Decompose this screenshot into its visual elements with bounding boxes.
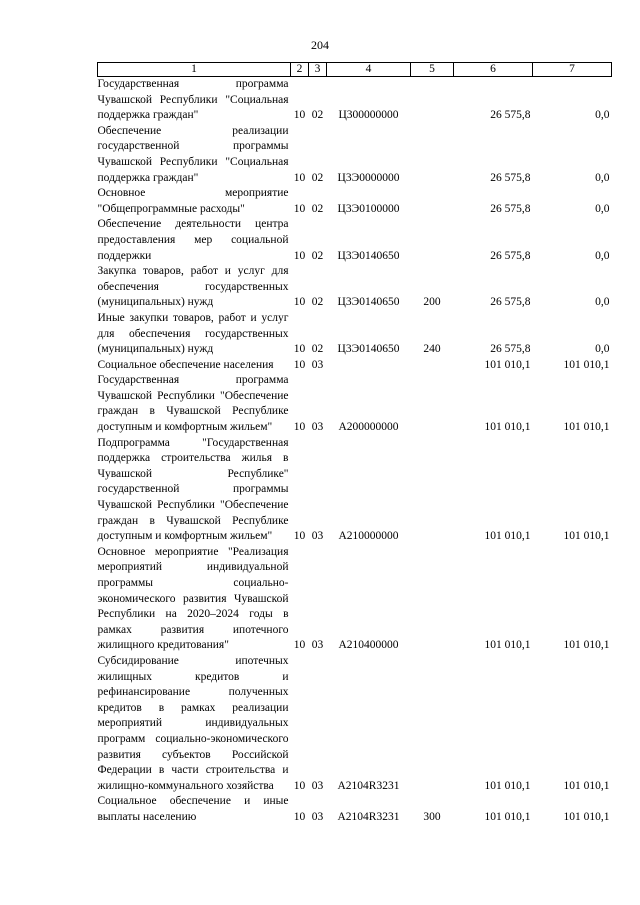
row-expense-type: 300 — [423, 810, 441, 823]
header-row — [98, 63, 612, 77]
row-amount-2: 101 010,1 — [563, 810, 610, 823]
table-row — [98, 124, 612, 186]
col-header-5: 5 — [411, 63, 454, 77]
row-subsection: 02 — [311, 249, 324, 262]
table-row — [98, 436, 612, 545]
row-name-text: Субсидирование ипотечных жилищных кредитов и рефинансирование полученных кредитов в рамках реализации мероприятий индивидуальных программ социально-экономического развития субъектов Российской Федерации в части строительства и жилищно-коммунального хозяйства — [97, 654, 289, 792]
row-expense-type — [411, 217, 454, 264]
table-row — [98, 373, 612, 435]
row-name-text: Государственная программа Чувашской Республики "Обеспечение граждан в Чувашской Республике доступным и комфортным жильем" — [97, 374, 289, 434]
row-amount-2: 101 010,1 — [563, 421, 610, 434]
row-section: 10 — [293, 358, 306, 371]
col-header-1: 1 — [98, 63, 291, 77]
row-target-code: Ц3Э0100000 — [337, 202, 400, 215]
row-target-code: А200000000 — [338, 421, 399, 434]
row-section: 10 — [293, 779, 306, 792]
row-amount-2: 0,0 — [595, 109, 610, 122]
row-section: 10 — [293, 171, 306, 184]
table-row — [98, 311, 612, 358]
row-section: 10 — [293, 249, 306, 262]
row-amount-1: 26 575,8 — [490, 343, 531, 356]
row-amount-1: 26 575,8 — [490, 171, 531, 184]
row-amount-1: 101 010,1 — [484, 810, 531, 823]
row-section: 10 — [293, 810, 306, 823]
row-name-text: Закупка товаров, работ и услуг для обеспечения государственных (муниципальных) нужд — [97, 265, 289, 309]
row-name-text: Основное мероприятие "Общепрограммные расходы" — [97, 187, 289, 215]
row-expense-type — [411, 654, 454, 794]
row-expense-type: 240 — [423, 343, 441, 356]
row-amount-1: 26 575,8 — [490, 296, 531, 309]
row-target-code: Ц3Э0140650 — [337, 296, 400, 309]
row-amount-1: 101 010,1 — [484, 639, 531, 652]
row-amount-2: 0,0 — [595, 202, 610, 215]
row-name-text: Государственная программа Чувашской Республики "Социальная поддержка граждан" — [97, 78, 289, 122]
row-amount-1: 26 575,8 — [490, 109, 531, 122]
row-amount-2: 101 010,1 — [563, 779, 610, 792]
row-name-text: Иные закупки товаров, работ и услуг для обеспечения государственных (муниципальных) нужд — [97, 311, 289, 356]
row-subsection: 02 — [311, 109, 324, 122]
row-expense-type — [411, 545, 454, 654]
col-header-4: 4 — [327, 63, 411, 77]
row-name — [98, 77, 291, 124]
row-target-code: А210400000 — [338, 639, 399, 652]
row-amount-2: 0,0 — [595, 296, 610, 309]
row-amount-2: 101 010,1 — [563, 530, 610, 543]
row-section: 10 — [293, 202, 306, 215]
row-expense-type — [411, 358, 454, 374]
table-row — [98, 794, 612, 825]
row-section: 10 — [293, 343, 306, 356]
table-body — [98, 77, 612, 826]
col-header-2: 2 — [291, 63, 309, 77]
row-name-text: Подпрограмма "Государственная поддержка строительства жилья в Чувашской Республике" государственной программы Чувашской Республики "Обеспечение граждан в Чувашской Республике доступным и комфортным жильем" — [97, 436, 289, 543]
row-section: 10 — [293, 296, 306, 309]
row-name — [98, 436, 291, 545]
row-expense-type — [411, 186, 454, 217]
row-name — [98, 545, 291, 654]
row-subsection: 03 — [311, 810, 324, 823]
row-section: 10 — [293, 421, 306, 434]
table-row — [98, 217, 612, 264]
row-amount-2: 101 010,1 — [563, 358, 610, 371]
row-amount-1: 101 010,1 — [484, 530, 531, 543]
budget-table — [97, 62, 612, 826]
row-subsection: 03 — [311, 421, 324, 434]
row-name-text: Обеспечение деятельности центра предоставления мер социальной поддержки — [97, 218, 289, 262]
page-number: 204 — [311, 38, 329, 52]
table-row — [98, 77, 612, 124]
row-expense-type — [411, 77, 454, 124]
row-amount-2: 0,0 — [595, 249, 610, 262]
row-name-text: Социальное обеспечение и иные выплаты населению — [97, 795, 289, 823]
row-target-code: Ц3Э0000000 — [337, 171, 400, 184]
row-subsection: 03 — [311, 530, 324, 543]
row-amount-1: 26 575,8 — [490, 249, 531, 262]
row-name — [98, 794, 291, 825]
col-header-6: 6 — [454, 63, 533, 77]
row-section: 10 — [293, 639, 306, 652]
row-name — [98, 217, 291, 264]
row-amount-2: 0,0 — [595, 171, 610, 184]
row-name — [98, 373, 291, 435]
row-expense-type: 200 — [423, 296, 441, 309]
table-row — [98, 545, 612, 654]
row-subsection: 03 — [311, 639, 324, 652]
row-subsection: 02 — [311, 171, 324, 184]
row-subsection: 02 — [311, 343, 324, 356]
row-target-code: Ц3Э0140650 — [337, 249, 400, 262]
row-target-code — [327, 358, 411, 374]
row-subsection: 02 — [311, 296, 324, 309]
row-amount-1: 101 010,1 — [484, 358, 531, 371]
row-name-text: Обеспечение реализации государственной программы Чувашской Республики "Социальная поддержка граждан" — [97, 124, 289, 184]
row-target-code: А2104R3231 — [337, 810, 400, 823]
row-name — [98, 186, 291, 217]
row-subsection: 03 — [311, 358, 324, 371]
row-section: 10 — [293, 109, 306, 122]
col-header-7: 7 — [533, 63, 612, 77]
row-expense-type — [411, 436, 454, 545]
row-section: 10 — [293, 530, 306, 543]
row-expense-type — [411, 124, 454, 186]
table-row — [98, 264, 612, 311]
col-header-3: 3 — [309, 63, 327, 77]
table-row — [98, 654, 612, 794]
table-row — [98, 186, 612, 217]
row-name-text: Социальное обеспечение населения — [97, 358, 274, 371]
row-name — [98, 311, 291, 358]
row-amount-2: 101 010,1 — [563, 639, 610, 652]
row-name — [98, 264, 291, 311]
row-name — [98, 654, 291, 794]
row-amount-1: 101 010,1 — [484, 779, 531, 792]
row-name — [98, 124, 291, 186]
row-amount-2: 0,0 — [595, 343, 610, 356]
row-target-code: А2104R3231 — [337, 779, 400, 792]
row-amount-1: 26 575,8 — [490, 202, 531, 215]
row-subsection: 03 — [311, 779, 324, 792]
row-target-code: А210000000 — [338, 530, 399, 543]
row-amount-1: 101 010,1 — [484, 421, 531, 434]
row-target-code: Ц300000000 — [338, 109, 399, 122]
row-expense-type — [411, 373, 454, 435]
table-row — [98, 358, 612, 374]
row-name-text: Основное мероприятие "Реализация мероприятий индивидуальной программы социально-экономического развития Чувашской Республики на 2020–2024 годы в рамках развития ипотечного жилищного кредитования" — [97, 545, 289, 652]
row-name — [98, 358, 291, 374]
row-subsection: 02 — [311, 202, 324, 215]
row-target-code: Ц3Э0140650 — [337, 343, 400, 356]
